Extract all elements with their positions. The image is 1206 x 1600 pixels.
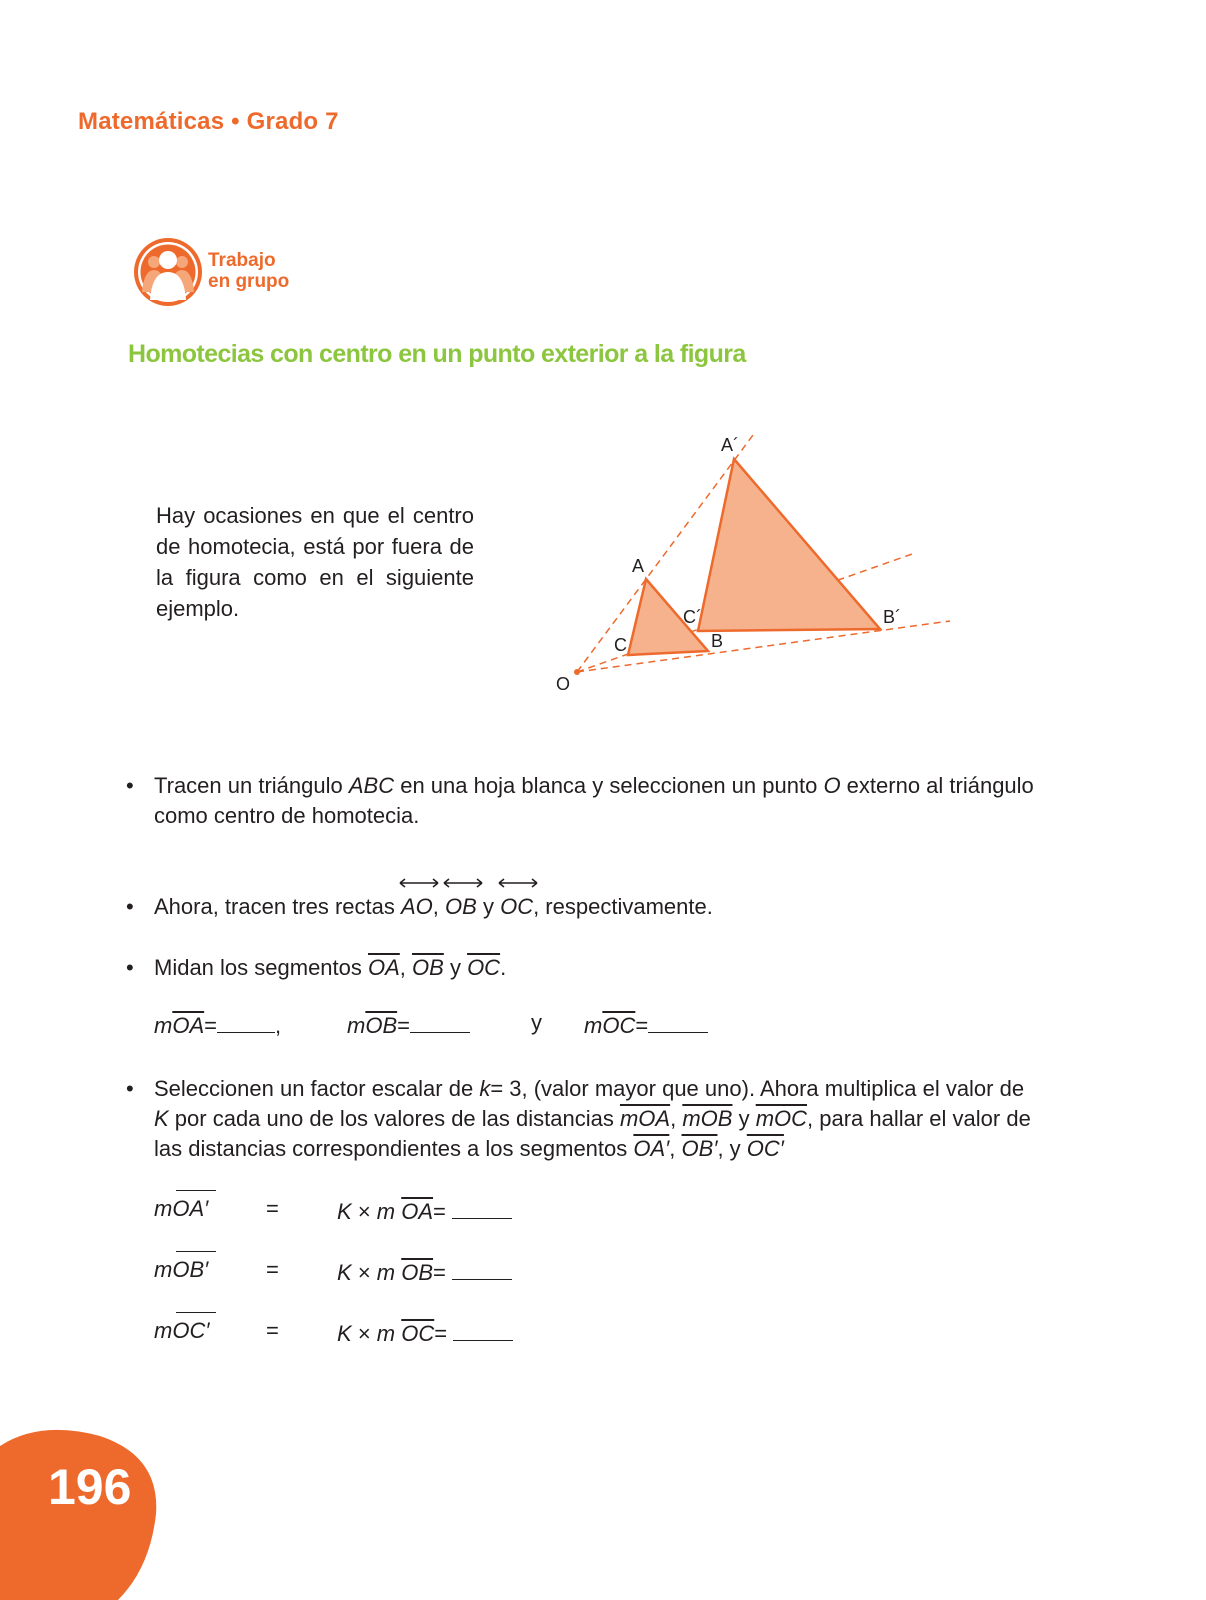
segment-label: $\overline{OC}$ (602, 1013, 636, 1038)
triangle-abc-prime (698, 459, 880, 631)
point-name: O (823, 773, 841, 798)
bullet-dot: • (126, 1076, 134, 1101)
double-arrow-icon (498, 878, 538, 888)
text: por cada uno de los valores de las distancias (168, 1106, 620, 1131)
text: , y (717, 1136, 747, 1161)
text: Tracen un triángulo (154, 773, 349, 798)
variable-k: K (337, 1199, 352, 1224)
text: y (476, 894, 501, 919)
text: , respectivamente. (533, 894, 713, 919)
line-oc (500, 892, 533, 922)
segment-label: OC′ (746, 1136, 784, 1161)
text: , (670, 1106, 683, 1131)
overline (176, 1251, 216, 1252)
label-b-prime: B´ (883, 607, 901, 627)
bullet-dot: • (126, 894, 134, 919)
label-a: A (632, 556, 645, 576)
overline (176, 1312, 216, 1313)
answer-blank[interactable] (452, 1196, 512, 1219)
equation-lhs: mOC′ (154, 1318, 210, 1343)
equation-rhs (337, 1257, 512, 1286)
instruction-1 (154, 771, 1034, 831)
label-c: C (614, 635, 627, 655)
measure-label: $\overline{mOC}$ (755, 1106, 808, 1131)
conjunction-y: y (531, 1010, 542, 1035)
equation-rhs (337, 1196, 512, 1225)
page-number: 196 (48, 1459, 132, 1515)
center-point-o (574, 669, 580, 675)
badge-label (208, 250, 289, 292)
vector-label: OB (445, 894, 477, 919)
label-a-prime: A´ (721, 435, 739, 455)
instruction-2 (154, 892, 713, 922)
vector-label: AO (401, 894, 433, 919)
group-people-icon (132, 236, 204, 308)
label-c-prime: C´ (683, 607, 702, 627)
book-header: Matemáticas • Grado 7 (78, 108, 339, 135)
instruction-3 (154, 953, 506, 983)
text: . (500, 955, 507, 980)
equals: = (266, 1318, 279, 1343)
bullet-dot: • (126, 955, 134, 980)
variable-k: K (337, 1260, 352, 1285)
instruction-4 (154, 1074, 1034, 1164)
intro-paragraph: Hay ocasiones en que el centro de homotecia, está por fuera de la figura como en el siguiente ejemplo. (156, 503, 474, 621)
answer-blank[interactable] (217, 1010, 275, 1033)
badge-label-line1: Trabajo (208, 250, 276, 271)
equals: = (433, 1260, 446, 1285)
overline (176, 1190, 216, 1191)
equals: = (433, 1199, 446, 1224)
segment-label: $\overline{OB}$ (365, 1013, 398, 1038)
section-title: Homotecias con centro en un punto exterior a la figura (128, 340, 746, 368)
text: m (376, 1321, 396, 1346)
variable-k: K (154, 1106, 169, 1131)
times: × (357, 1260, 371, 1285)
equation-lhs: mOB′ (154, 1257, 209, 1282)
segment-label: $\overline{OB}$ (412, 955, 444, 980)
times: × (357, 1199, 371, 1224)
text: y (732, 1106, 756, 1131)
segment-label: $\overline{OB}$ (401, 1260, 434, 1285)
text: Ahora, tracen tres rectas (154, 894, 401, 919)
label-o: O (556, 674, 571, 694)
text: , (274, 1013, 282, 1038)
double-arrow-icon (399, 878, 439, 888)
text: , (669, 1136, 682, 1161)
answer-blank[interactable] (648, 1010, 708, 1033)
vector-label: OC (500, 894, 534, 919)
equals: = (204, 1013, 217, 1038)
text: m (584, 1013, 603, 1038)
text: m (154, 1013, 173, 1038)
equation-oa-prime (154, 1196, 554, 1226)
segment-label: OA′ (633, 1136, 670, 1161)
variable-k: k (479, 1076, 491, 1101)
equation-ob-prime (154, 1257, 554, 1287)
segment-label: $\overline{OC}$ (467, 955, 501, 980)
measure-label: $\overline{mOA}$ (619, 1106, 671, 1131)
measure-label: $\overline{mOB}$ (682, 1106, 733, 1131)
double-arrow-icon (443, 878, 483, 888)
equation-rhs (337, 1318, 513, 1347)
text: Seleccionen un factor escalar de (154, 1076, 480, 1101)
text: en una hoja blanca y seleccionen un punto (394, 773, 824, 798)
segment-label: $\overline{OA}$ (368, 955, 400, 980)
equals: = (397, 1013, 410, 1038)
line-ao (401, 892, 433, 922)
line-ob (445, 892, 477, 922)
measure-oc (584, 1010, 708, 1039)
segment-label: OB′ (681, 1136, 718, 1161)
homothety-figure (540, 425, 960, 705)
text: , (432, 894, 439, 919)
bullet-dot: • (126, 773, 134, 798)
equals: = (266, 1196, 279, 1221)
answer-blank[interactable] (410, 1010, 470, 1033)
answer-blank[interactable] (453, 1318, 513, 1341)
equals: = (434, 1321, 448, 1346)
text: , para hallar el valor de las distancias correspondientes a los segmentos (154, 1106, 1031, 1161)
text: externo al triángulo como centro de homotecia. (154, 773, 1034, 828)
text: = 3, (valor mayor que uno). Ahora multiplica el valor de (490, 1076, 1025, 1101)
measure-oa (154, 1010, 281, 1039)
variable-k: K (337, 1321, 352, 1346)
text: Midan los segmentos (154, 955, 368, 980)
badge-label-line2: en grupo (208, 271, 290, 292)
equals: = (635, 1013, 649, 1038)
equation-lhs: mOA′ (154, 1196, 209, 1221)
answer-blank[interactable] (452, 1257, 512, 1280)
equals: = (266, 1257, 279, 1282)
times: × (357, 1321, 371, 1346)
triangle-name: ABC (348, 773, 395, 798)
segment-label: $\overline{OA}$ (401, 1199, 434, 1224)
text: m (376, 1260, 396, 1285)
text: m (347, 1013, 366, 1038)
segment-label: $\overline{OA}$ (172, 1013, 205, 1038)
text: , (399, 955, 413, 980)
equation-oc-prime (154, 1318, 554, 1348)
segment-label: $\overline{OC}$ (401, 1321, 435, 1346)
measure-ob (347, 1010, 470, 1039)
text: y (443, 955, 468, 980)
label-b: B (711, 631, 724, 651)
text: m (376, 1199, 396, 1224)
